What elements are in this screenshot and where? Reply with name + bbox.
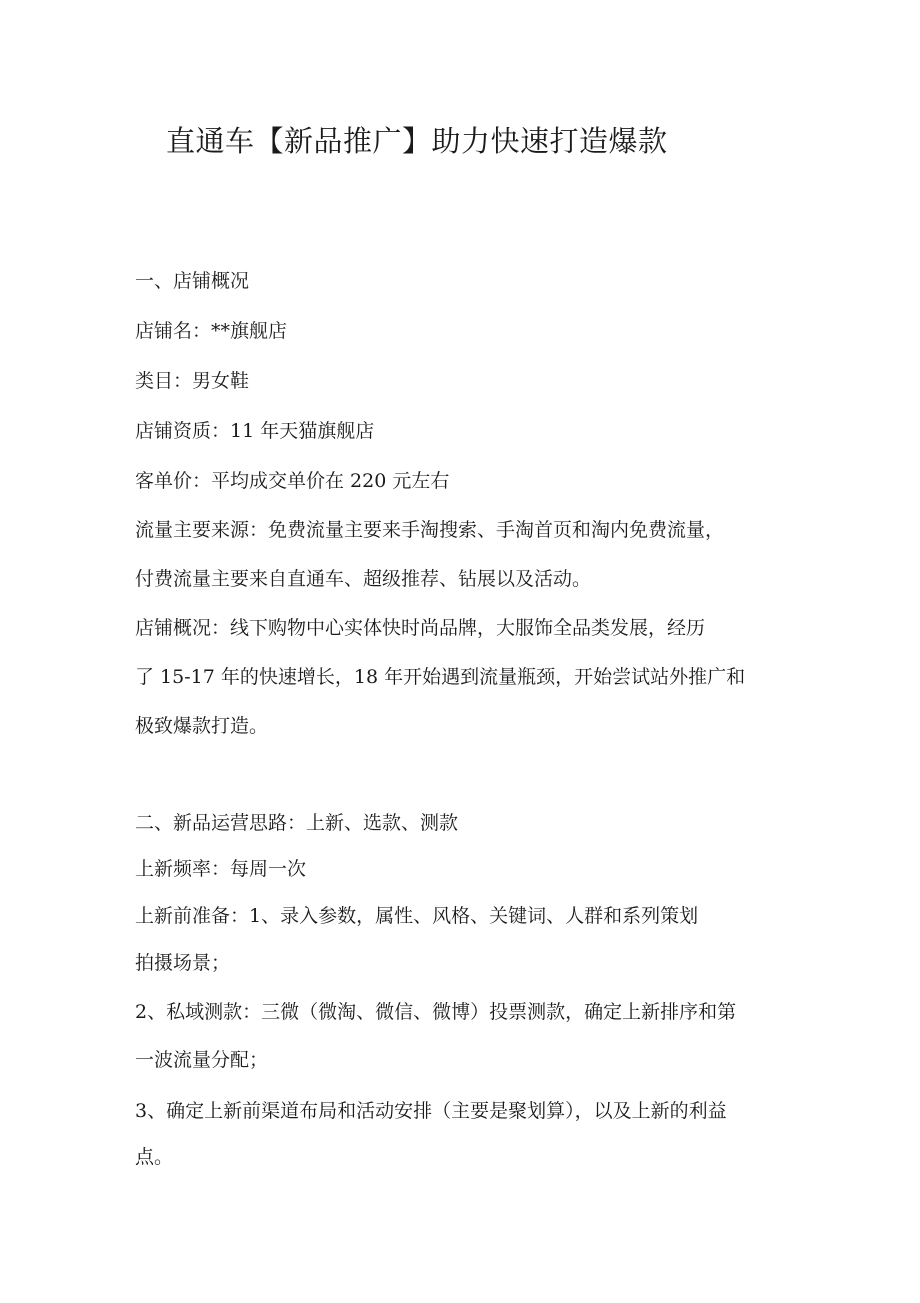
paragraph-line: 极致爆款打造。 — [135, 715, 269, 737]
paragraph-line: 上新前准备：1、录入参数，属性、风格、关键词、人群和系列策划 — [135, 905, 699, 927]
paragraph-line: 3、确定上新前渠道布局和活动安排（主要是聚划算），以及上新的利益 — [135, 1100, 727, 1122]
paragraph-line: 店铺名：**旗舰店 — [135, 320, 288, 342]
paragraph-line: 一波流量分配； — [135, 1049, 269, 1071]
page-title: 直通车【新品推广】助力快速打造爆款 — [166, 124, 668, 158]
section-heading-store-overview: 一、店铺概况 — [135, 270, 250, 292]
paragraph-line: 付费流量主要来自直通车、超级推荐、钻展以及活动。 — [135, 568, 592, 590]
paragraph-line: 了 15-17 年的快速增长，18 年开始遇到流量瓶颈，开始尝试站外推广和 — [135, 666, 746, 688]
paragraph-line: 店铺资质：11 年天猫旗舰店 — [135, 420, 375, 442]
paragraph-line: 流量主要来源：免费流量主要来手淘搜索、手淘首页和淘内免费流量， — [135, 519, 725, 541]
paragraph-line: 点。 — [135, 1146, 174, 1168]
paragraph-line: 拍摄场景； — [135, 952, 231, 974]
paragraph-line: 2、私域测款：三微（微淘、微信、微博）投票测款，确定上新排序和第 — [135, 1001, 737, 1023]
section-heading-new-product-strategy: 二、新品运营思路：上新、选款、测款 — [135, 812, 459, 834]
paragraph-line: 类目：男女鞋 — [135, 370, 250, 392]
paragraph-line: 客单价：平均成交单价在 220 元左右 — [135, 470, 450, 492]
paragraph-line: 上新频率：每周一次 — [135, 858, 307, 880]
paragraph-line: 店铺概况：线下购物中心实体快时尚品牌，大服饰全品类发展，经历 — [135, 617, 706, 639]
